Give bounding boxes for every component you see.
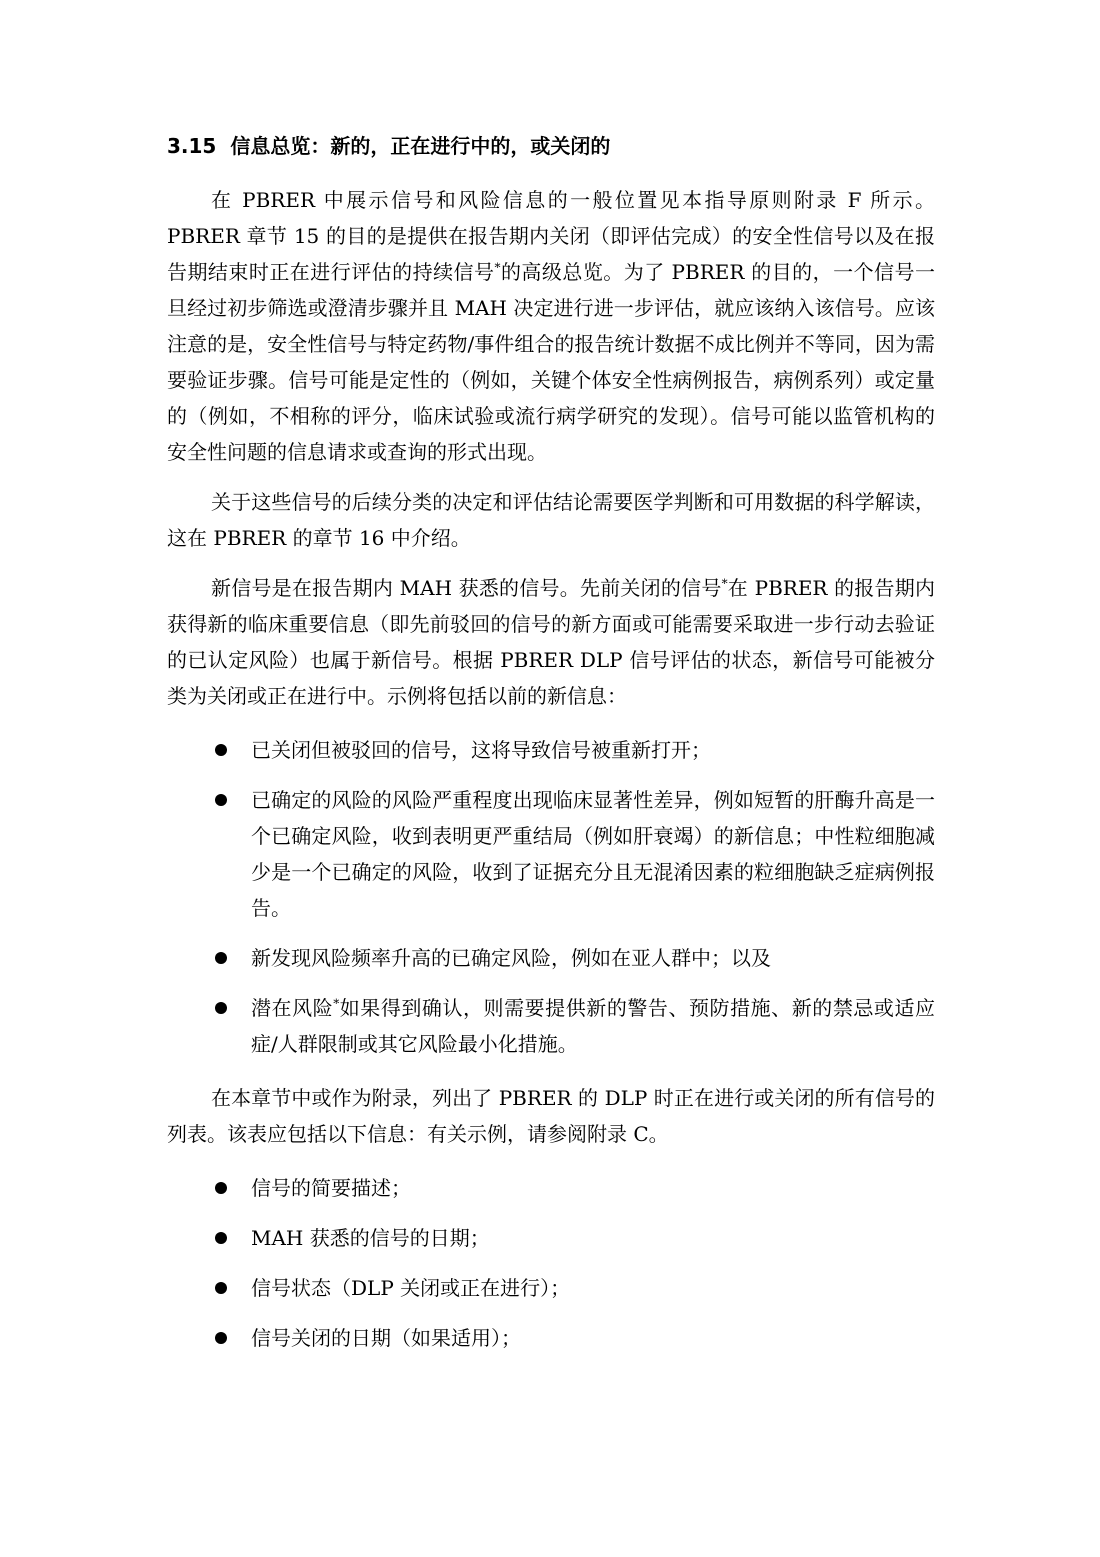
list-item xyxy=(167,1320,935,1356)
section-title: 信息总览：新的，正在进行中的，或关闭的 xyxy=(230,134,611,158)
list-item xyxy=(167,990,935,1062)
bullet-icon xyxy=(215,1232,227,1244)
list-item-text: 潜在风险 xyxy=(251,996,334,1020)
paragraph-overview xyxy=(167,182,935,470)
list-item-text: 如果得到确认，则需要提供新的警告、预防措施、新的禁忌或适应症/人群限制或其它风险最小化措施。 xyxy=(251,996,936,1056)
section-number: 3.15 xyxy=(167,134,217,158)
paragraph-overview-part1: 在 PBRER 中展示信号和风险信息的一般位置见本指导原则附录 F 所示。PBRER 章节 15 的目的是提供在报告期内关闭（即评估完成）的安全性信号以及在报告期结束时正在进行评估的持续信号 xyxy=(167,188,935,284)
list-item xyxy=(167,732,935,768)
new-info-list xyxy=(167,732,935,1062)
list-item xyxy=(167,1220,935,1256)
list-item xyxy=(167,940,935,976)
bullet-icon xyxy=(215,794,227,806)
signal-table-info-list xyxy=(167,1170,935,1356)
list-item-text: MAH 获悉的信号的日期； xyxy=(251,1226,490,1250)
list-item-text: 已确定的风险的风险严重程度出现临床显著性差异，例如短暂的肝酶升高是一个已确定风险，收到表明更严重结局（例如肝衰竭）的新信息；中性粒细胞减少是一个已确定的风险，收到了证据充分且无混淆因素的粒细胞缺乏症病例报告。 xyxy=(251,788,935,920)
list-item xyxy=(167,1170,935,1206)
list-item-text: 已关闭但被驳回的信号，这将导致信号被重新打开； xyxy=(251,738,711,762)
bullet-icon xyxy=(215,1332,227,1344)
section-heading xyxy=(167,128,935,164)
document-page xyxy=(167,128,935,1370)
paragraph-new-signals xyxy=(167,570,935,714)
paragraph-classification: 关于这些信号的后续分类的决定和评估结论需要医学判断和可用数据的科学解读，这在 PBRER 的章节 16 中介绍。 xyxy=(167,490,935,550)
paragraph-signal-table: 在本章节中或作为附录，列出了 PBRER 的 DLP 时正在进行或关闭的所有信号的列表。该表应包括以下信息：有关示例，请参阅附录 C。 xyxy=(167,1086,935,1146)
list-item-text: 信号的简要描述； xyxy=(251,1176,411,1200)
list-item-text: 信号状态（DLP 关闭或正在进行）； xyxy=(251,1276,571,1300)
paragraph-new-signals-part2: 在 PBRER 的报告期内获得新的临床重要信息（即先前驳回的信号的新方面或可能需要采取进一步行动去验证的已认定风险）也属于新信号。根据 PBRER DLP 信号评估的状态，新信号可能被分类为关闭或正在进行中。示例将包括以前的新信息： xyxy=(167,576,935,708)
footnote-asterisk: * xyxy=(333,996,340,1011)
bullet-icon xyxy=(215,744,227,756)
footnote-asterisk: * xyxy=(721,576,728,591)
bullet-icon xyxy=(215,1182,227,1194)
bullet-icon xyxy=(215,952,227,964)
list-item-text: 信号关闭的日期（如果适用）； xyxy=(251,1326,521,1350)
list-item-text: 新发现风险频率升高的已确定风险，例如在亚人群中；以及 xyxy=(251,946,771,970)
bullet-icon xyxy=(215,1282,227,1294)
footnote-asterisk: * xyxy=(494,260,501,275)
list-item xyxy=(167,1270,935,1306)
paragraph-new-signals-part1: 新信号是在报告期内 MAH 获悉的信号。先前关闭的信号 xyxy=(211,576,722,600)
paragraph-overview-part2: 的高级总览。为了 PBRER 的目的，一个信号一旦经过初步筛选或澄清步骤并且 MAH 决定进行进一步评估，就应该纳入该信号。应该注意的是，安全性信号与特定药物/事件组合的报告统计数据不成比例并不等同，因为需要验证步骤。信号可能是定性的（例如，关键个体安全性病例报告，病例系列）或定量的（例如，不相称的评分，临床试验或流行病学研究的发现）。信号可能以监管机构的安全性问题的信息请求或查询的形式出现。 xyxy=(167,260,935,464)
list-item xyxy=(167,782,935,926)
bullet-icon xyxy=(215,1002,227,1014)
